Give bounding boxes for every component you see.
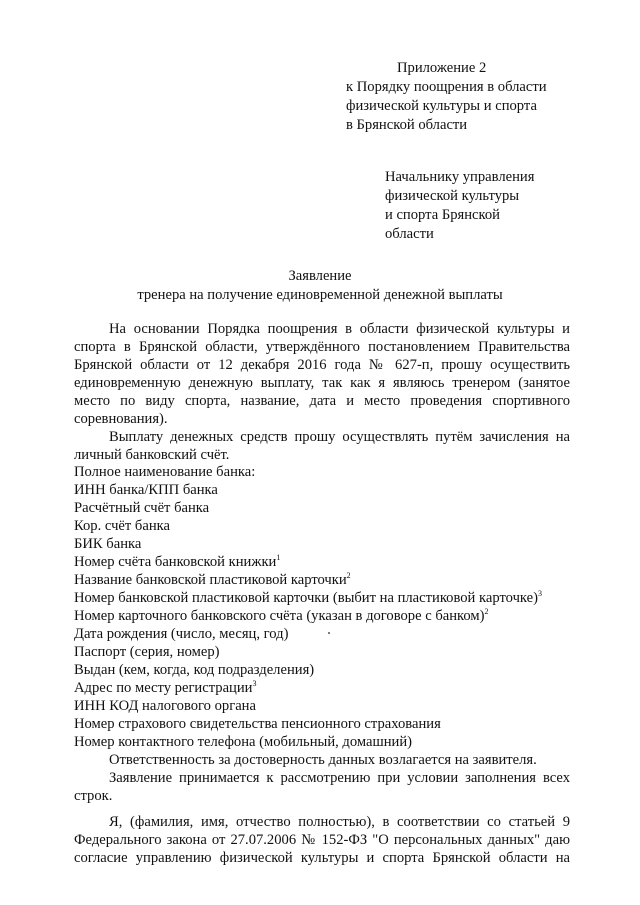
addressee-line: и спорта Брянской <box>385 207 500 223</box>
field-bank-name: Полное наименование банка: <box>74 464 256 480</box>
paragraph-line: единовременную денежную выплату, так как я являюсь тренером (занятое <box>74 375 570 391</box>
paragraph-line: строк. <box>74 788 113 804</box>
paragraph-line: согласие управлению физической культуры и спорта Брянской области на <box>74 850 570 866</box>
paragraph-line: соревнования). <box>74 411 168 427</box>
paragraph-line: Заявление принимается к рассмотрению при условии заполнения всех <box>109 770 570 786</box>
scan-speck <box>328 632 330 634</box>
paragraph-line: Федерального закона от 27.07.2006 № 152-ФЗ "О персональных данных" даю <box>74 832 570 848</box>
field-savings-book-number: Номер счёта банковской книжки$^1$ <box>74 553 281 570</box>
responsibility-note: Ответственность за достоверность данных возлагается на заявителя. <box>109 752 537 768</box>
appendix-line: в Брянской области <box>346 117 468 133</box>
footnote-mark: 2 <box>484 607 489 616</box>
field-birth-date: Дата рождения (число, месяц, год) <box>74 626 289 642</box>
footnote-mark: 3 <box>252 679 257 688</box>
paragraph-line: спорта в Брянской области, утверждённого постановлением Правительства <box>74 339 570 355</box>
appendix-line: физической культуры и спорта <box>346 98 537 114</box>
footnote-mark: 3 <box>537 589 542 598</box>
field-pension-insurance-number: Номер страхового свидетельства пенсионного страхования <box>74 716 441 732</box>
paragraph-line: Выплату денежных средств прошу осуществлять путём зачисления на <box>109 429 570 445</box>
field-card-account-number: Номер карточного банковского счёта (указан в договоре с банком)$^2$ <box>74 607 489 624</box>
field-registration-address: Адрес по месту регистрации$^3$ <box>74 679 257 696</box>
field-bik: БИК банка <box>74 536 142 552</box>
document-subtitle: тренера на получение единовременной денежной выплаты <box>137 287 503 303</box>
field-issued-by: Выдан (кем, когда, код подразделения) <box>74 662 315 678</box>
field-card-name: Название банковской пластиковой карточки$^2$ <box>74 571 351 588</box>
field-inn-tax-code: ИНН КОД налогового органа <box>74 698 256 714</box>
field-bank-inn-kpp: ИНН банка/КПП банка <box>74 482 218 498</box>
footnote-mark: 2 <box>346 571 351 580</box>
paragraph-line: Я, (фамилия, имя, отчество полностью), в соответствии со статьей 9 <box>109 814 570 830</box>
paragraph-line: Брянской области от 12 декабря 2016 года № 627-п, прошу осуществить <box>74 357 570 373</box>
field-contact-phone: Номер контактного телефона (мобильный, домашний) <box>74 734 413 750</box>
paragraph-line: место по виду спорта, название, дата и место проведения спортивного <box>74 393 570 409</box>
field-passport: Паспорт (серия, номер) <box>74 644 220 660</box>
paragraph-line: личный банковский счёт. <box>74 447 230 463</box>
paragraph-line: На основании Порядка поощрения в области физической культуры и <box>109 321 570 337</box>
appendix-line: к Порядку поощрения в области <box>346 79 547 95</box>
addressee-line: физической культуры <box>385 188 520 204</box>
appendix-title: Приложение 2 <box>397 60 487 76</box>
addressee-line: области <box>385 226 434 242</box>
footnote-mark: 1 <box>276 553 281 562</box>
field-card-number: Номер банковской пластиковой карточки (выбит на пластиковой карточке)$^3$ <box>74 589 542 606</box>
field-correspondent-account: Кор. счёт банка <box>74 518 170 534</box>
field-settlement-account: Расчётный счёт банка <box>74 500 210 516</box>
addressee-line: Начальнику управления <box>385 169 535 185</box>
document-title: Заявление <box>288 268 352 284</box>
